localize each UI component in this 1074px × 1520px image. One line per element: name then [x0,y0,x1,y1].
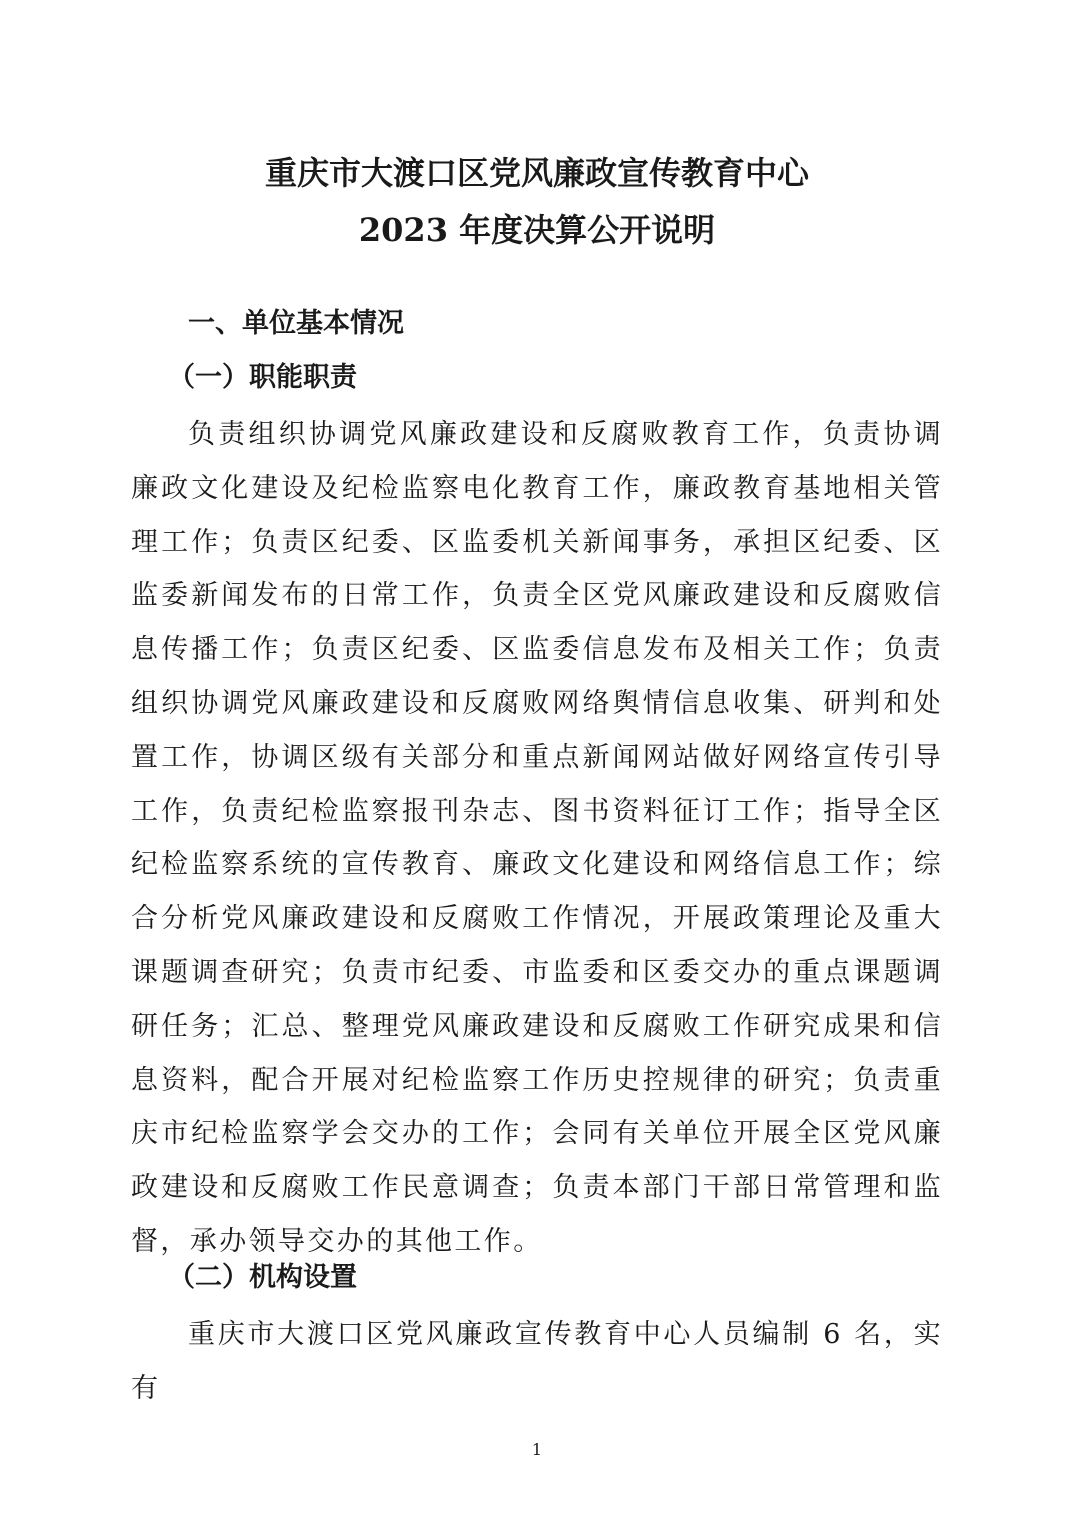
organization-paragraph: 重庆市大渡口区党风廉政宣传教育中心人员编制 6 名，实有 [131,1319,943,1404]
section-heading-unit-basic-info: 一、单位基本情况 [188,308,404,339]
functions-paragraph: 负责组织协调党风廉政建设和反腐败教育工作，负责协调廉政文化建设及纪检监察电化教育工作，廉政教育基地相关管理工作；负责区纪委、区监委机关新闻事务，承担区纪委、区监委新闻发布的日常工作，负责全区党风廉政建设和反腐败信息传播工作；负责区纪委、区监委信息发布及相关工作；负责组织协调党风廉政建设和反腐败网络舆情信息收集、研判和处置工作，协调区级有关部分和重点新闻网站做好网络宣传引导工作，负责纪检监察报刊杂志、图书资料征订工作；指导全区纪检监察系统的宣传教育、廉政文化建设和网络信息工作；综合分析党风廉政建设和反腐败工作情况，开展政策理论及重大课题调查研究；负责市纪委、市监委和区委交办的重点课题调研任务；汇总、整理党风廉政建设和反腐败工作研究成果和信息资料，配合开展对纪检监察工作历史控规律的研究；负责重庆市纪检监察学会交办的工作；会同有关单位开展全区党风廉政建设和反腐败工作民意调查；负责本部门干部日常管理和监督，承办领导交办的其他工作。 [131,419,943,1257]
subsection-heading-functions: （一）职能职责 [168,362,357,393]
document-title-line-1: 重庆市大渡口区党风廉政宣传教育中心 [264,154,809,192]
page-number: 1 [531,1440,543,1459]
document-title-line-2: 2023 年度决算公开说明 [358,211,716,249]
subsection-heading-organization: （二）机构设置 [168,1262,357,1293]
